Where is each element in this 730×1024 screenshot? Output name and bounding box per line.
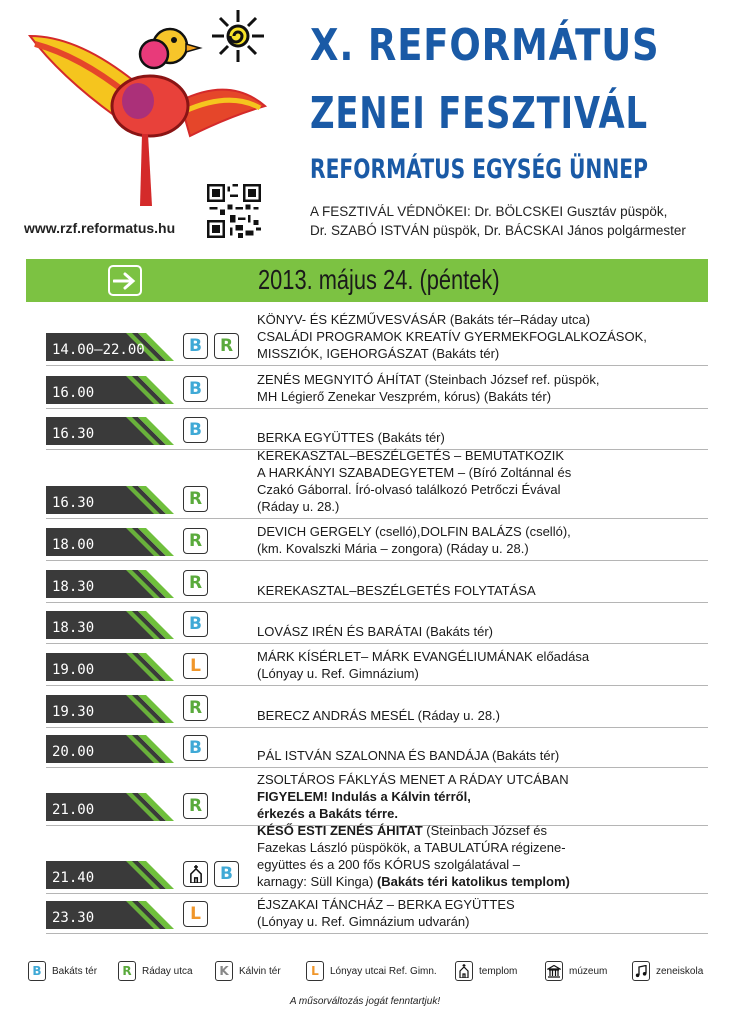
festival-subtitle: REFORMÁTUS EGYSÉG ÜNNEP [310, 154, 648, 185]
description-line: MISSZIÓK, IGEHORGÁSZAT (Bakáts tér) [257, 346, 500, 361]
patrons-line1: A FESZTIVÁL VÉDNÖKEI: Dr. BÖLCSKEI Gusztáv püspök, [310, 204, 668, 219]
legend-label: Kálvin tér [239, 965, 281, 977]
description-line: ÉJSZAKAI TÁNCHÁZ – BERKA EGYÜTTES [257, 897, 515, 912]
location-badges [183, 735, 208, 761]
event-description [257, 707, 717, 724]
description-line: BERECZ ANDRÁS MESÉL (Ráday u. 28.) [257, 708, 500, 723]
description-line: ZSOLTÁROS FÁKLYÁS MENET A RÁDAY UTCÁBAN [257, 772, 569, 787]
legend-label: Bakáts tér [52, 965, 98, 977]
festival-title-line1: X. REFORMÁTUS [310, 20, 660, 71]
time-tag [46, 417, 174, 445]
location-badges [183, 417, 208, 443]
time-tag [46, 333, 174, 361]
description-line: (Ráday u. 28.) [257, 499, 340, 514]
event-time: 20.00 [52, 744, 95, 760]
festival-title-line2: ZENEI FESZTIVÁL [310, 88, 648, 139]
badge-B: B [183, 611, 208, 637]
description-part: együttes és a 200 fős KÓRUS szolgálatával – [257, 857, 521, 872]
location-badges [183, 611, 208, 637]
badge-R: R [183, 793, 208, 819]
schedule-row [46, 366, 708, 409]
description-line: LOVÁSZ IRÉN ÉS BARÁTAI (Bakáts tér) [257, 624, 493, 639]
legend-label: zeneiskola [656, 965, 704, 977]
event-time: 18.30 [52, 620, 95, 636]
description-part: KÉSŐ ESTI ZENÉS ÁHITAT [257, 823, 423, 838]
schedule-row [46, 686, 708, 728]
legend-item-museum [545, 961, 607, 981]
description-line [257, 873, 717, 890]
legend-label: Lónyay utcai Ref. Gimn. [330, 965, 437, 977]
badge-B: B [28, 961, 46, 981]
description-line: PÁL ISTVÁN SZALONNA ÉS BANDÁJA (Bakáts tér) [257, 748, 560, 763]
event-time: 16.00 [52, 385, 95, 401]
location-badges [183, 528, 208, 554]
legend-item-lonyay [306, 961, 437, 981]
schedule-row [46, 823, 708, 894]
description-line: KEREKASZTAL–BESZÉLGETÉS FOLYTATÁSA [257, 583, 536, 598]
description-line-bold: érkezés a Bakáts térre. [257, 806, 398, 821]
footer-note: A műsorváltozás jogát fenntartjuk! [289, 996, 441, 1007]
location-badges [183, 570, 208, 596]
schedule-row [46, 728, 708, 768]
event-description [257, 371, 717, 405]
event-time: 19.30 [52, 704, 95, 720]
badge-B: B [183, 735, 208, 761]
event-description [257, 747, 717, 764]
event-description [257, 447, 717, 515]
legend-label: templom [479, 965, 518, 977]
arrow-right-icon [108, 265, 142, 296]
location-badges [183, 793, 208, 819]
event-description [257, 429, 717, 446]
description-part: (Bakáts téri katolikus templom) [376, 874, 570, 889]
event-description [257, 311, 717, 362]
festival-url-link[interactable]: www.rzf.reformatus.hu [24, 220, 176, 236]
description-line: ZENÉS MEGNYITÓ ÁHÍTAT (Steinbach József ref. püspök, [257, 372, 600, 387]
location-badges [183, 861, 239, 887]
description-line: MH Légierő Zenekar Veszprém, kórus) (Bakáts tér) [257, 389, 552, 404]
time-tag [46, 611, 174, 639]
location-badges [183, 653, 208, 679]
schedule-row [46, 561, 708, 603]
schedule-row [46, 894, 708, 934]
location-badges [183, 333, 239, 359]
badge-L: L [306, 961, 324, 981]
legend-item-bakats [28, 961, 97, 981]
time-tag [46, 861, 174, 889]
event-time: 23.30 [52, 910, 95, 926]
event-time: 21.40 [52, 870, 95, 886]
badge-R: R [183, 695, 208, 721]
event-time: 18.00 [52, 537, 95, 553]
description-line-bold: FIGYELEM! Indulás a Kálvin térről, [257, 789, 471, 804]
schedule-row [46, 314, 708, 366]
legend-item-church [455, 961, 517, 981]
badge-R: R [214, 333, 239, 359]
event-description [257, 623, 717, 640]
church-icon [455, 961, 473, 981]
patrons-line2: Dr. SZABÓ ISTVÁN püspök, Dr. BÁCSKAI János polgármester [310, 223, 686, 238]
time-tag [46, 528, 174, 556]
event-description [257, 648, 717, 682]
description-line: (Lónyay u. Ref. Gimnázium) [257, 666, 419, 681]
festival-patrons [310, 202, 686, 240]
event-time: 16.30 [52, 426, 95, 442]
schedule-row [46, 768, 708, 826]
event-time: 19.00 [52, 662, 95, 678]
badge-B: B [183, 333, 208, 359]
event-time: 16.30 [52, 495, 95, 511]
legend-item-music [632, 961, 703, 981]
time-tag [46, 793, 174, 821]
legend [28, 961, 718, 983]
description-part: (Steinbach József és [422, 823, 547, 838]
description-line: (km. Kovalszki Mária – zongora) (Ráday u. 28.) [257, 541, 529, 556]
description-line: Czakó Gáborral. Író-olvasó találkozó Petrőczi Évával [257, 482, 561, 497]
music-note-icon [632, 961, 650, 981]
badge-B: B [214, 861, 239, 887]
event-description [257, 822, 717, 890]
badge-R: R [183, 486, 208, 512]
event-description [257, 771, 717, 822]
schedule-row [46, 644, 708, 686]
event-time: 18.30 [52, 579, 95, 595]
museum-icon [545, 961, 563, 981]
legend-item-raday [118, 961, 193, 981]
time-tag [46, 735, 174, 763]
schedule-row [46, 450, 708, 519]
event-date: 2013. május 24. (péntek) [258, 264, 500, 295]
location-badges [183, 486, 208, 512]
description-line: CSALÁDI PROGRAMOK KREATÍV GYERMEKFOGLALKOZÁSOK, [257, 329, 647, 344]
location-badges [183, 695, 208, 721]
badge-R: R [118, 961, 136, 981]
legend-label: múzeum [569, 965, 608, 977]
legend-item-kalvin [215, 961, 281, 981]
description-line: KÖNYV- ÉS KÉZMŰVESVÁSÁR (Bakáts tér–Ráday utca) [257, 312, 591, 327]
description-part: karnagy: Süll Kinga) [257, 874, 377, 889]
description-line [257, 822, 717, 839]
description-line: KEREKASZTAL–BESZÉLGETÉS – BEMUTATKOZIK [257, 448, 565, 463]
badge-K: K [215, 961, 233, 981]
event-time: 14.00–22.00 [52, 342, 145, 358]
badge-B: B [183, 417, 208, 443]
qr-code-icon[interactable] [207, 184, 261, 238]
legend-label: Ráday utca [142, 965, 193, 977]
event-description [257, 582, 717, 599]
schedule-row [46, 603, 708, 644]
badge-R: R [183, 570, 208, 596]
badge-L: L [183, 901, 208, 927]
schedule-row [46, 409, 708, 450]
description-line: MÁRK KÍSÉRLET– MÁRK EVANGÉLIUMÁNAK előadása [257, 649, 590, 664]
time-tag [46, 695, 174, 723]
description-line: (Lónyay u. Ref. Gimnázium udvarán) [257, 914, 470, 929]
description-line: BERKA EGYÜTTES (Bakáts tér) [257, 430, 445, 445]
time-tag [46, 486, 174, 514]
event-time: 21.00 [52, 802, 95, 818]
schedule-row [46, 519, 708, 561]
church-icon [183, 861, 208, 887]
event-description [257, 523, 717, 557]
event-description [257, 896, 717, 930]
description-line: DEVICH GERGELY (cselló),DOLFIN BALÁZS (cselló), [257, 524, 571, 539]
badge-B: B [183, 376, 208, 402]
location-badges [183, 901, 208, 927]
badge-L: L [183, 653, 208, 679]
badge-R: R [183, 528, 208, 554]
time-tag [46, 653, 174, 681]
description-part: Fazekas László püspökök, a TABULATÚRA régizene- [257, 840, 566, 855]
time-tag [46, 901, 174, 929]
description-line: A HARKÁNYI SZABADEGYETEM – (Bíró Zoltánnal és [257, 465, 572, 480]
time-tag [46, 376, 174, 404]
location-badges [183, 376, 208, 402]
time-tag [46, 570, 174, 598]
